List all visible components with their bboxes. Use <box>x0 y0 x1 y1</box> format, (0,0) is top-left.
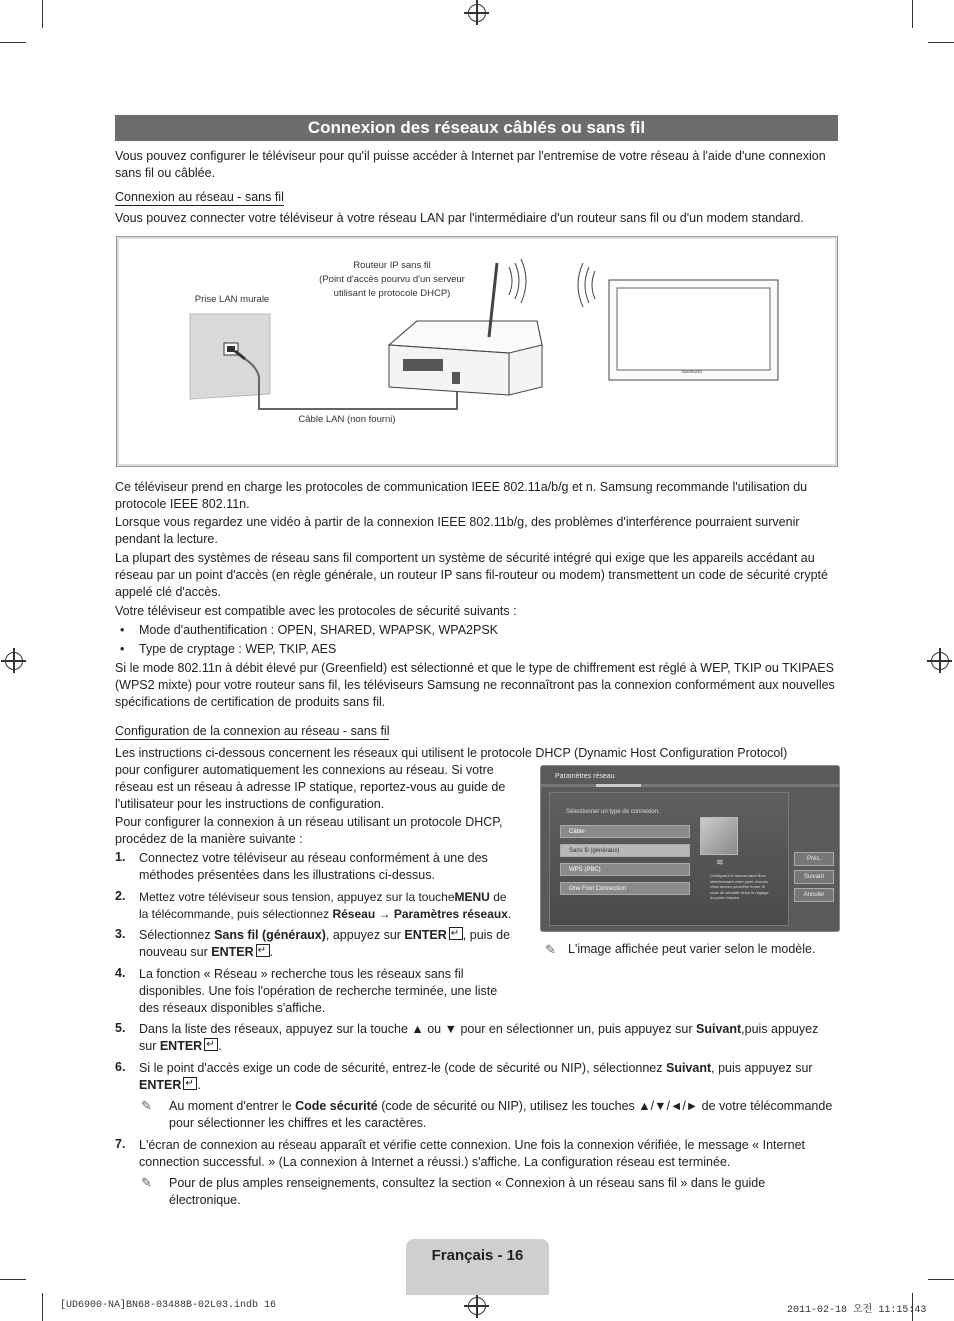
greenfield-paragraph: Si le mode 802.11n à débit élevé pur (Greenfield) est sélectionné et que le type de chiffrement est réglé à WEP, TKIP ou TKIPAES (WPS2 mixte) pour votre routeur sans fil, les téléviseurs Samsung ne reconnaîtront pas la connexion conformément aux nouvelles spécifications de certification de produits sans fil. <box>115 661 835 709</box>
step-7-text: L'écran de connexion au réseau apparaît et vérifie cette connexion. Une fois la connexion vérifiée, le message « Internet connection successful. » (La connexion à Internet a réussi.) s'affiche. La configuration réseau est terminée. <box>139 1138 805 1169</box>
step-number: 7. <box>115 1137 126 1151</box>
step-number: 6. <box>115 1060 126 1074</box>
bullet-icon: • <box>120 623 125 637</box>
registration-mark-icon <box>931 652 949 670</box>
step-6-text: Si le point d'accès exige un code de sécurité, entrez-le (code de sécurité ou NIP), sélectionnez Suivant, puis appuyez sur ENTER↵ . <box>139 1060 839 1094</box>
page-number-tab: Français - 16 <box>406 1239 549 1295</box>
step-1-text: Connectez votre téléviseur au réseau conformément à une des méthodes présentées dans les illustrations ci-dessus. <box>139 851 488 882</box>
crop-mark <box>928 42 954 43</box>
section-heading-wireless: Connexion au réseau - sans fil <box>115 190 284 204</box>
crop-mark <box>0 1279 26 1280</box>
step-number: 4. <box>115 966 126 980</box>
ui-option-wps[interactable]: WPS (PBC) <box>560 863 690 876</box>
enter-icon <box>204 1038 218 1051</box>
ui-help-text: Configurez le réseau sans fil en sélectionnant votre point d'accès. Vous devrez peut-être entrer le code de sécurité selon le réglage du point d'accès. <box>710 873 770 900</box>
section-heading-config: Configuration de la connexion au réseau - sans fil <box>115 724 390 738</box>
note-icon: ✎ <box>545 942 556 957</box>
ui-router-image <box>700 817 738 855</box>
step-number: 1. <box>115 850 126 864</box>
step-number: 3. <box>115 927 126 941</box>
crop-mark <box>0 42 26 43</box>
footer-file: [UD6900-NA]BN68-03488B-02L03.indb 16 <box>60 1300 277 1311</box>
step-3-text: Sélectionnez Sans fil (généraux), appuyez sur ENTER↵ , puis de nouveau sur ENTER↵ . <box>139 927 529 961</box>
crop-mark <box>912 0 913 28</box>
crop-mark <box>928 1279 954 1280</box>
ui-option-wireless[interactable]: Sans fil (généraux) <box>560 844 690 857</box>
enter-icon <box>183 1077 197 1090</box>
step-2-text: Mettez votre téléviseur sous tension, appuyez sur la toucheMENU de la télécommande, puis sélectionnez Réseau → Paramètres réseaux. <box>139 890 512 921</box>
enter-icon <box>449 927 463 940</box>
ui-prompt: Sélectionner un type de connexion. <box>566 809 660 815</box>
registration-mark-icon <box>468 1297 486 1315</box>
ui-wifi-icon: ≋ <box>716 857 724 867</box>
protocol-paragraph: Ce téléviseur prend en charge les protocoles de communication IEEE 802.11a/b/g et n. Samsung recommande l'utilisation du protocole IEEE 802.11n. <box>115 480 808 511</box>
bullet-auth: Mode d'authentification : OPEN, SHARED, WPAPSK, WPA2PSK <box>139 623 499 637</box>
security-paragraph: La plupart des systèmes de réseau sans fil comportent un système de sécurité intégré qui exige que les appareils accédant au réseau par un point d'accès (en règle générale, un routeur IP sans fil-routeur ou modem) transmettent un code de sécurité crypté appelé clé d'accès. <box>115 551 828 599</box>
ui-option-one-foot[interactable]: One Foot Connection <box>560 882 690 895</box>
network-diagram <box>116 236 838 467</box>
crop-mark <box>42 0 43 28</box>
ui-prev-button[interactable]: Préc. <box>794 852 834 866</box>
ui-tab-strip <box>541 784 839 787</box>
config-line-1: Les instructions ci-dessous concernent les réseaux qui utilisent le protocole DHCP (Dynamic Host Configuration Protocol) <box>115 746 788 760</box>
footer-date: 2011-02-18 오전 11:15:43 <box>787 1305 927 1316</box>
step-6-note: Au moment d'entrer le Code sécurité (code de sécurité ou NIP), utilisez les touches ▲/▼/◄/► de votre télécommande pour sélectionner les chiffres et les caractères. <box>169 1099 833 1130</box>
config-line-2: pour configurer automatiquement les connexions au réseau. Si votre réseau est un réseau à adresse IP statique, reportez-vous au guide de l'utilisateur pour les instructions de configuration. <box>115 763 506 811</box>
config-line-3: Pour configurer la connexion à un réseau utilisant un protocole DHCP, procédez de la manière suivante : <box>115 815 503 846</box>
tv-brand: SAMSUNG <box>681 369 703 374</box>
step-4-text: La fonction « Réseau » recherche tous les réseaux sans fil disponibles. Une fois l'opération de recherche terminée, une liste des réseaux disponibles s'affiche. <box>139 967 498 1015</box>
network-settings-screen <box>540 765 840 932</box>
intro-paragraph: Vous pouvez configurer le téléviseur pour qu'il puisse accéder à Internet par l'entremise de votre réseau à l'aide d'une connexion sans fil ou câblée. <box>115 149 826 180</box>
cable-label: Câble LAN (non fourni) <box>298 414 396 425</box>
note-icon: ✎ <box>141 1098 152 1113</box>
bullet-encryption: Type de cryptage : WEP, TKIP, AES <box>139 642 337 656</box>
ui-panel <box>549 792 789 926</box>
crop-mark <box>42 1293 43 1321</box>
section-text-wireless: Vous pouvez connecter votre téléviseur à votre réseau LAN par l'intermédiaire d'un routeur sans fil ou d'un modem standard. <box>115 211 804 225</box>
step-7-note: Pour de plus amples renseignements, consultez la section « Connexion à un réseau sans fil » dans le guide électronique. <box>169 1176 766 1207</box>
step-number: 5. <box>115 1021 126 1035</box>
note-icon: ✎ <box>141 1175 152 1190</box>
router-label: Routeur IP sans fil (Point d'accès pourvu d'un serveur utilisant le protocole DHCP) <box>319 260 465 299</box>
compat-paragraph: Votre téléviseur est compatible avec les protocoles de sécurité suivants : <box>115 604 517 618</box>
wall-lan-label: Prise LAN murale <box>194 294 270 305</box>
step-5-text: Dans la liste des réseaux, appuyez sur la touche ▲ ou ▼ pour en sélectionner un, puis appuyez sur Suivant,puis appuyez sur ENTER↵ . <box>139 1021 839 1055</box>
ui-title: Paramètres réseau <box>555 773 615 780</box>
bullet-icon: • <box>120 642 125 656</box>
registration-mark-icon <box>5 652 23 670</box>
ui-note: L'image affichée peut varier selon le modèle. <box>568 942 816 956</box>
diagram-illustration <box>117 237 837 466</box>
enter-icon <box>256 944 270 957</box>
interference-paragraph: Lorsque vous regardez une vidéo à partir de la connexion IEEE 802.11b/g, des problèmes d'interférence pourraient survenir pendant la lecture. <box>115 515 800 546</box>
step-number: 2. <box>115 889 126 903</box>
ui-option-cable[interactable]: Câble <box>560 825 690 838</box>
ui-tab-active <box>596 784 641 787</box>
page-title: Connexion des réseaux câblés ou sans fil <box>115 115 838 141</box>
ui-cancel-button[interactable]: Annuler <box>794 888 834 902</box>
ui-next-button[interactable]: Suivant <box>794 870 834 884</box>
registration-mark-icon <box>468 4 486 22</box>
